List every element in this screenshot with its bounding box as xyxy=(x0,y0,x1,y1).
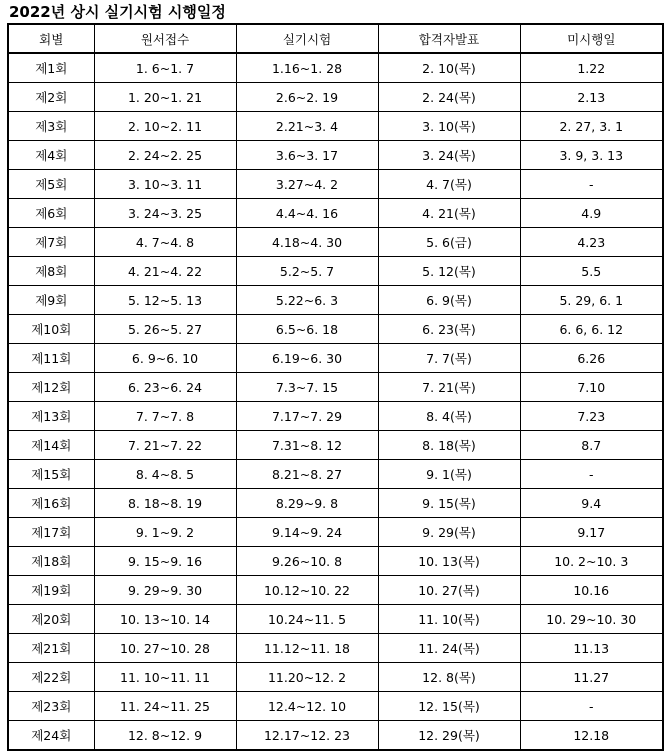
table-row xyxy=(8,576,663,605)
non-exam-days-cell: 5. 29, 6. 1 xyxy=(520,286,663,315)
application-cell: 3. 10~3. 11 xyxy=(94,170,236,199)
table-row xyxy=(8,518,663,547)
header-practical-exam: 실기시험 xyxy=(236,24,378,53)
non-exam-days-cell: 10.16 xyxy=(520,576,663,605)
practical-exam-cell: 3.6~3. 17 xyxy=(236,141,378,170)
application-cell: 7. 21~7. 22 xyxy=(94,431,236,460)
round-cell: 제19회 xyxy=(8,576,94,605)
practical-exam-cell: 12.4~12. 10 xyxy=(236,692,378,721)
application-cell: 2. 10~2. 11 xyxy=(94,112,236,141)
non-exam-days-cell: 5.5 xyxy=(520,257,663,286)
result-cell: 10. 13(목) xyxy=(378,547,520,576)
practical-exam-cell: 8.29~9. 8 xyxy=(236,489,378,518)
result-cell: 4. 7(목) xyxy=(378,170,520,199)
table-row xyxy=(8,286,663,315)
table-row xyxy=(8,141,663,170)
practical-exam-cell: 9.26~10. 8 xyxy=(236,547,378,576)
application-cell: 6. 23~6. 24 xyxy=(94,373,236,402)
practical-exam-cell: 10.24~11. 5 xyxy=(236,605,378,634)
practical-exam-cell: 5.2~5. 7 xyxy=(236,257,378,286)
result-cell: 12. 15(목) xyxy=(378,692,520,721)
application-cell: 9. 15~9. 16 xyxy=(94,547,236,576)
application-cell: 9. 1~9. 2 xyxy=(94,518,236,547)
result-cell: 11. 10(목) xyxy=(378,605,520,634)
table-row xyxy=(8,53,663,83)
application-cell: 11. 10~11. 11 xyxy=(94,663,236,692)
round-cell: 제4회 xyxy=(8,141,94,170)
table-row xyxy=(8,692,663,721)
result-cell: 12. 29(목) xyxy=(378,721,520,751)
round-cell: 제12회 xyxy=(8,373,94,402)
practical-exam-cell: 6.19~6. 30 xyxy=(236,344,378,373)
non-exam-days-cell: 6. 6, 6. 12 xyxy=(520,315,663,344)
table-row xyxy=(8,199,663,228)
application-cell: 8. 4~8. 5 xyxy=(94,460,236,489)
result-cell: 12. 8(목) xyxy=(378,663,520,692)
practical-exam-cell: 12.17~12. 23 xyxy=(236,721,378,751)
application-cell: 2. 24~2. 25 xyxy=(94,141,236,170)
application-cell: 12. 8~12. 9 xyxy=(94,721,236,751)
non-exam-days-cell: 12.18 xyxy=(520,721,663,751)
application-cell: 10. 27~10. 28 xyxy=(94,634,236,663)
practical-exam-cell: 9.14~9. 24 xyxy=(236,518,378,547)
practical-exam-cell: 6.5~6. 18 xyxy=(236,315,378,344)
result-cell: 2. 10(목) xyxy=(378,53,520,83)
non-exam-days-cell: 4.9 xyxy=(520,199,663,228)
result-cell: 3. 24(목) xyxy=(378,141,520,170)
table-row xyxy=(8,83,663,112)
non-exam-days-cell: 2.13 xyxy=(520,83,663,112)
table-row xyxy=(8,344,663,373)
round-cell: 제1회 xyxy=(8,53,94,83)
application-cell: 5. 26~5. 27 xyxy=(94,315,236,344)
round-cell: 제7회 xyxy=(8,228,94,257)
non-exam-days-cell: 2. 27, 3. 1 xyxy=(520,112,663,141)
result-cell: 5. 12(목) xyxy=(378,257,520,286)
application-cell: 10. 13~10. 14 xyxy=(94,605,236,634)
round-cell: 제3회 xyxy=(8,112,94,141)
practical-exam-cell: 2.6~2. 19 xyxy=(236,83,378,112)
table-row xyxy=(8,315,663,344)
result-cell: 9. 15(목) xyxy=(378,489,520,518)
round-cell: 제9회 xyxy=(8,286,94,315)
table-header xyxy=(8,24,663,53)
round-cell: 제10회 xyxy=(8,315,94,344)
non-exam-days-cell: 11.13 xyxy=(520,634,663,663)
round-cell: 제5회 xyxy=(8,170,94,199)
result-cell: 7. 7(목) xyxy=(378,344,520,373)
practical-exam-cell: 7.3~7. 15 xyxy=(236,373,378,402)
result-cell: 8. 4(목) xyxy=(378,402,520,431)
round-cell: 제18회 xyxy=(8,547,94,576)
non-exam-days-cell: - xyxy=(520,692,663,721)
round-cell: 제17회 xyxy=(8,518,94,547)
practical-exam-cell: 3.27~4. 2 xyxy=(236,170,378,199)
non-exam-days-cell: 10. 2~10. 3 xyxy=(520,547,663,576)
practical-exam-cell: 5.22~6. 3 xyxy=(236,286,378,315)
header-non-exam-days: 미시행일 xyxy=(520,24,663,53)
practical-exam-cell: 4.18~4. 30 xyxy=(236,228,378,257)
practical-exam-cell: 7.17~7. 29 xyxy=(236,402,378,431)
round-cell: 제15회 xyxy=(8,460,94,489)
non-exam-days-cell: 11.27 xyxy=(520,663,663,692)
result-cell: 11. 24(목) xyxy=(378,634,520,663)
table-row xyxy=(8,605,663,634)
round-cell: 제22회 xyxy=(8,663,94,692)
practical-exam-cell: 11.12~11. 18 xyxy=(236,634,378,663)
result-cell: 6. 23(목) xyxy=(378,315,520,344)
result-cell: 3. 10(목) xyxy=(378,112,520,141)
non-exam-days-cell: 6.26 xyxy=(520,344,663,373)
result-cell: 5. 6(금) xyxy=(378,228,520,257)
round-cell: 제6회 xyxy=(8,199,94,228)
non-exam-days-cell: 8.7 xyxy=(520,431,663,460)
table-row xyxy=(8,460,663,489)
application-cell: 7. 7~7. 8 xyxy=(94,402,236,431)
table-row xyxy=(8,373,663,402)
header-row xyxy=(8,24,663,53)
table-row xyxy=(8,663,663,692)
result-cell: 10. 27(목) xyxy=(378,576,520,605)
application-cell: 6. 9~6. 10 xyxy=(94,344,236,373)
non-exam-days-cell: 7.10 xyxy=(520,373,663,402)
round-cell: 제23회 xyxy=(8,692,94,721)
round-cell: 제21회 xyxy=(8,634,94,663)
practical-exam-cell: 2.21~3. 4 xyxy=(236,112,378,141)
application-cell: 9. 29~9. 30 xyxy=(94,576,236,605)
application-cell: 4. 7~4. 8 xyxy=(94,228,236,257)
round-cell: 제24회 xyxy=(8,721,94,751)
round-cell: 제13회 xyxy=(8,402,94,431)
result-cell: 9. 29(목) xyxy=(378,518,520,547)
application-cell: 4. 21~4. 22 xyxy=(94,257,236,286)
result-cell: 2. 24(목) xyxy=(378,83,520,112)
practical-exam-cell: 4.4~4. 16 xyxy=(236,199,378,228)
practical-exam-cell: 8.21~8. 27 xyxy=(236,460,378,489)
non-exam-days-cell: 9.4 xyxy=(520,489,663,518)
application-cell: 1. 20~1. 21 xyxy=(94,83,236,112)
result-cell: 7. 21(목) xyxy=(378,373,520,402)
practical-exam-cell: 7.31~8. 12 xyxy=(236,431,378,460)
round-cell: 제20회 xyxy=(8,605,94,634)
application-cell: 3. 24~3. 25 xyxy=(94,199,236,228)
non-exam-days-cell: 7.23 xyxy=(520,402,663,431)
round-cell: 제2회 xyxy=(8,83,94,112)
result-cell: 9. 1(목) xyxy=(378,460,520,489)
table-row xyxy=(8,402,663,431)
table-row xyxy=(8,721,663,751)
practical-exam-cell: 11.20~12. 2 xyxy=(236,663,378,692)
non-exam-days-cell: - xyxy=(520,460,663,489)
application-cell: 1. 6~1. 7 xyxy=(94,53,236,83)
result-cell: 4. 21(목) xyxy=(378,199,520,228)
schedule-table xyxy=(7,23,664,751)
round-cell: 제16회 xyxy=(8,489,94,518)
non-exam-days-cell: 3. 9, 3. 13 xyxy=(520,141,663,170)
practical-exam-cell: 10.12~10. 22 xyxy=(236,576,378,605)
non-exam-days-cell: 4.23 xyxy=(520,228,663,257)
practical-exam-cell: 1.16~1. 28 xyxy=(236,53,378,83)
table-row xyxy=(8,257,663,286)
table-row xyxy=(8,489,663,518)
header-round: 회별 xyxy=(8,24,94,53)
non-exam-days-cell: 10. 29~10. 30 xyxy=(520,605,663,634)
page-title: 2022년 상시 실기시험 시행일정 xyxy=(9,3,226,21)
non-exam-days-cell: 1.22 xyxy=(520,53,663,83)
non-exam-days-cell: - xyxy=(520,170,663,199)
table-row xyxy=(8,112,663,141)
application-cell: 11. 24~11. 25 xyxy=(94,692,236,721)
round-cell: 제11회 xyxy=(8,344,94,373)
table-row xyxy=(8,431,663,460)
result-cell: 8. 18(목) xyxy=(378,431,520,460)
round-cell: 제8회 xyxy=(8,257,94,286)
application-cell: 5. 12~5. 13 xyxy=(94,286,236,315)
result-cell: 6. 9(목) xyxy=(378,286,520,315)
table-row xyxy=(8,170,663,199)
non-exam-days-cell: 9.17 xyxy=(520,518,663,547)
application-cell: 8. 18~8. 19 xyxy=(94,489,236,518)
header-result-announcement: 합격자발표 xyxy=(378,24,520,53)
table-body xyxy=(8,53,663,750)
table-row xyxy=(8,228,663,257)
table-row xyxy=(8,547,663,576)
header-application: 원서접수 xyxy=(94,24,236,53)
table-row xyxy=(8,634,663,663)
round-cell: 제14회 xyxy=(8,431,94,460)
